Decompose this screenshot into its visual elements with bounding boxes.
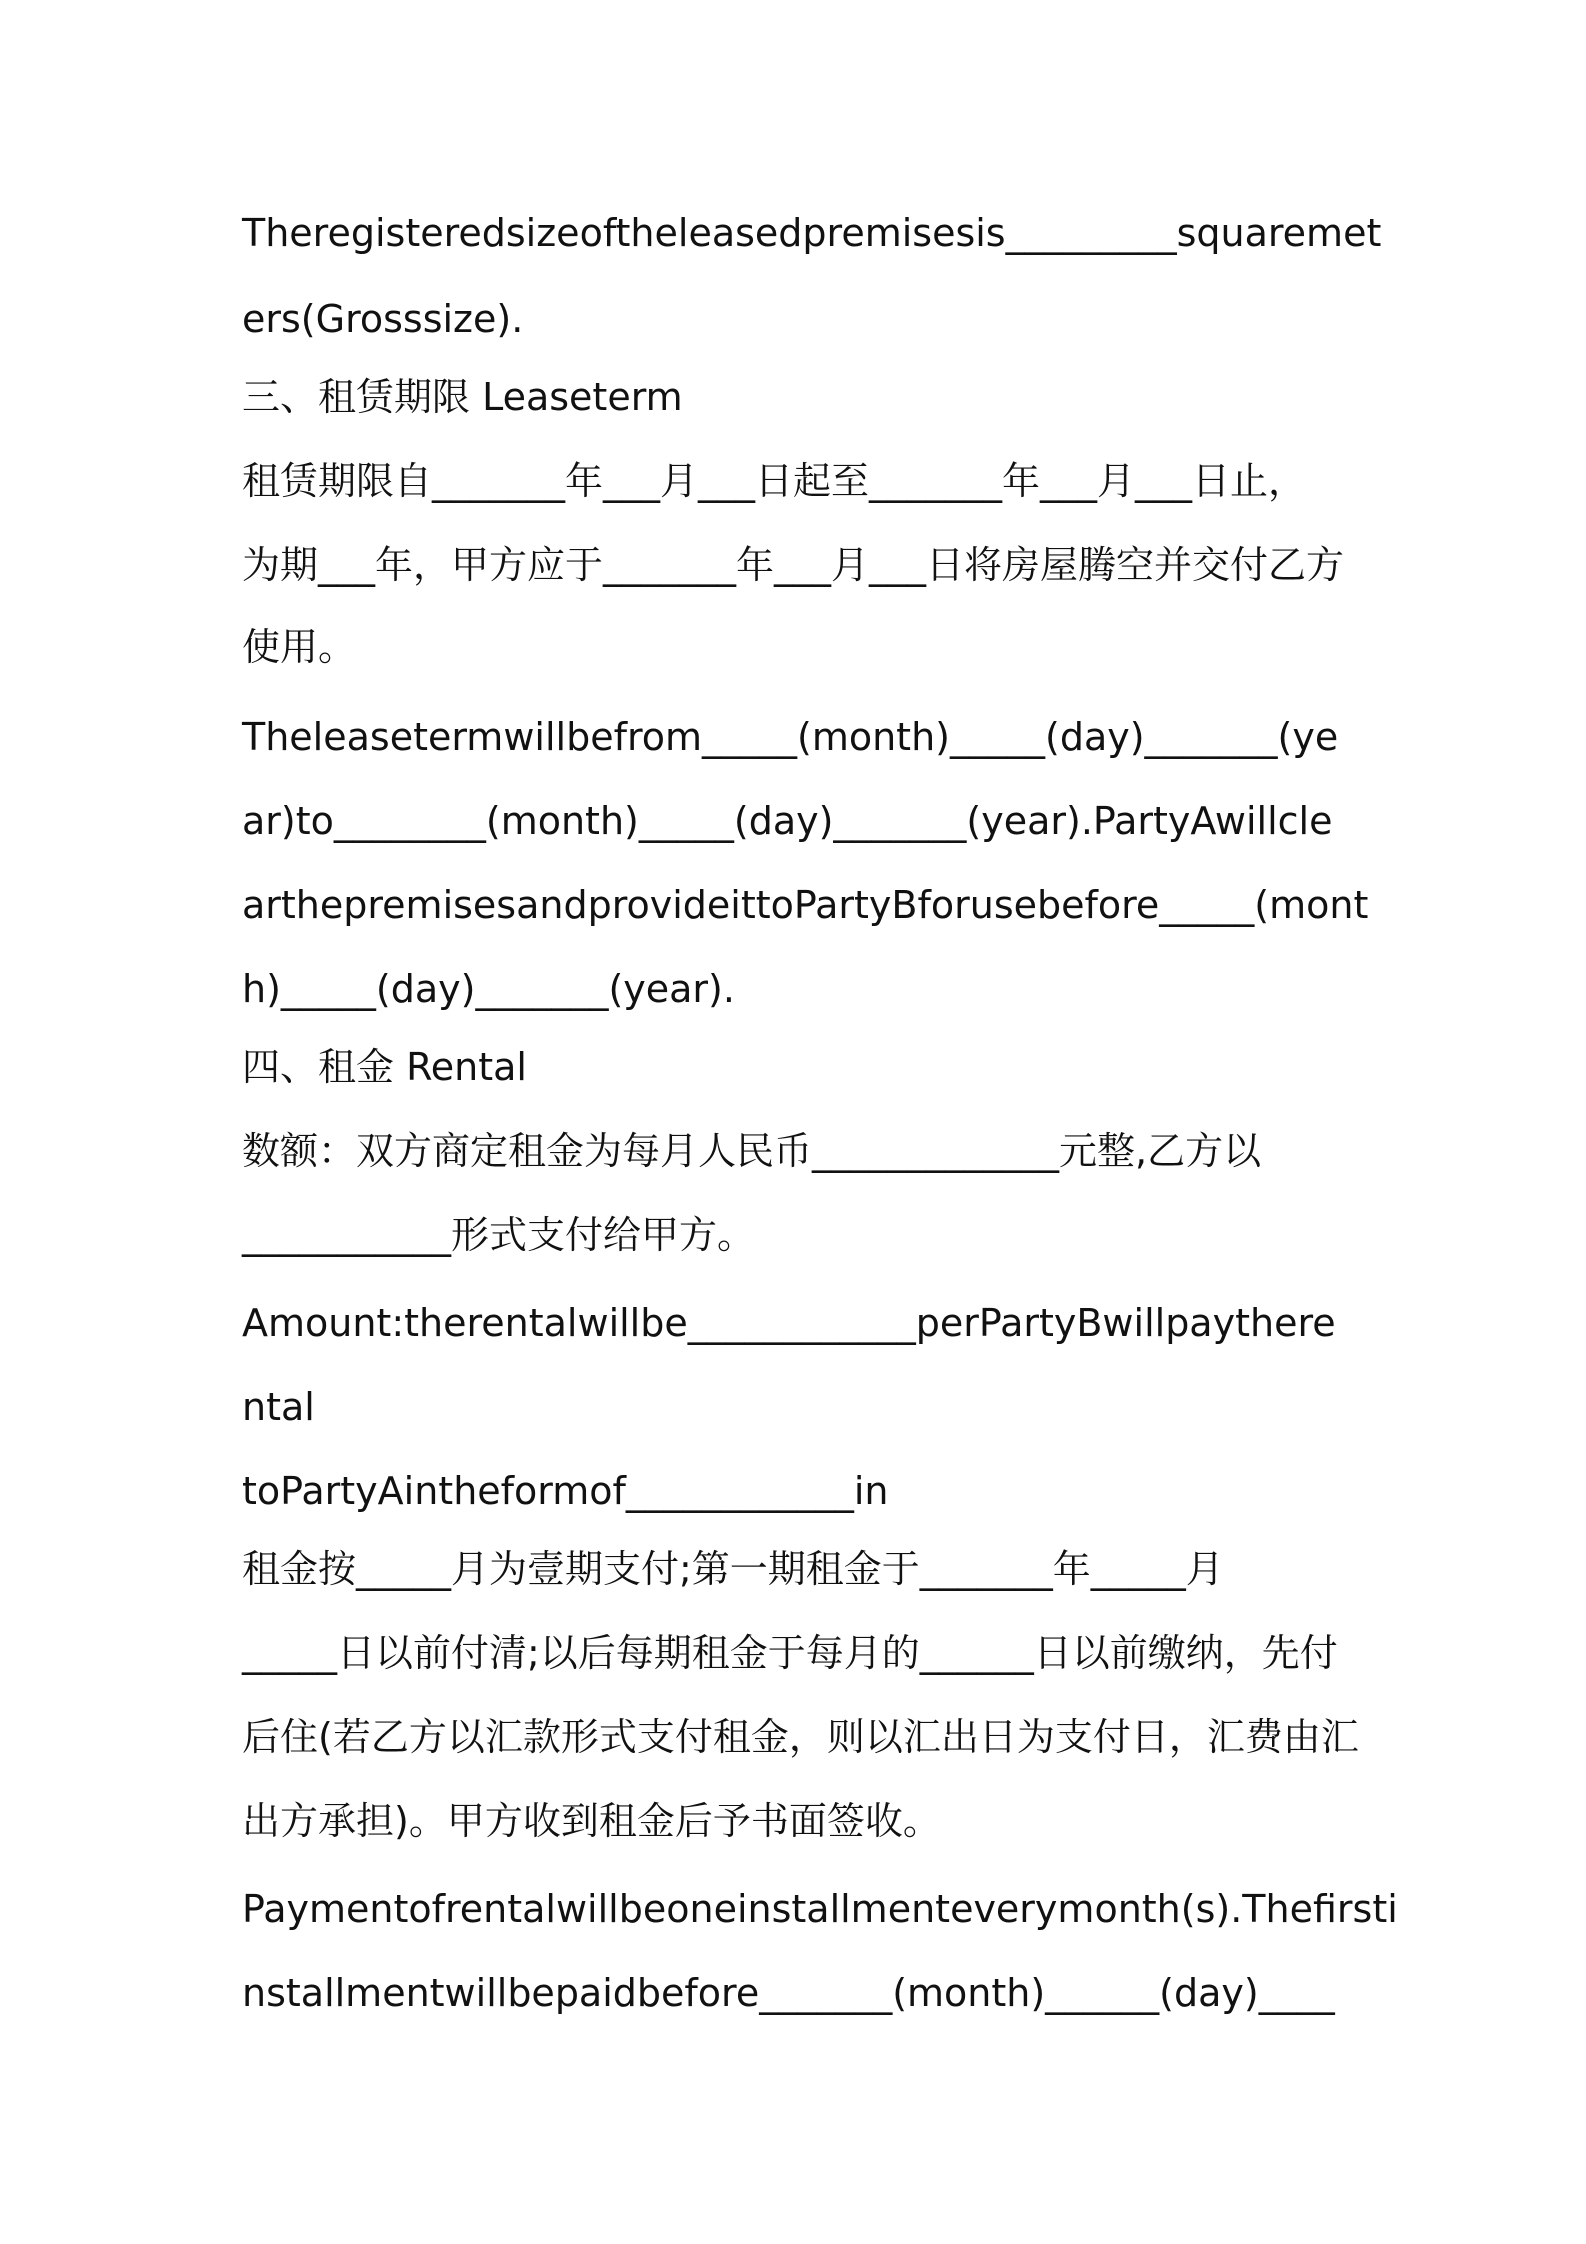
- lease-term-en-line-2: ar)to________(month)_____(day)_______(year).PartyAwillcle: [242, 799, 1333, 843]
- payment-cn-line-4: 出方承担)。甲方收到租金后予书面签收。: [242, 1799, 941, 1843]
- payment-cn-line-3: 后住(若乙方以汇款形式支付租金，则以汇出日为支付日，汇费由汇: [242, 1715, 1359, 1759]
- lease-term-cn-line-3: 使用。: [242, 625, 357, 669]
- section-heading-rental: 四、租金 Rental: [242, 1045, 527, 1089]
- payment-en-line-2: nstallmentwillbepaidbefore_______(month)______(day)____: [242, 1971, 1335, 2015]
- lease-term-en-line-4: h)_____(day)_______(year).: [242, 967, 735, 1011]
- size-clause-line-1: Theregisteredsizeoftheleasedpremisesis_________squaremet: [242, 211, 1382, 255]
- rental-en-line-3: toPartyAintheformof____________in: [242, 1469, 889, 1513]
- size-clause-line-2: ers(Grosssize).: [242, 297, 524, 341]
- rental-en-line-2: ntal: [242, 1385, 315, 1429]
- lease-term-en-line-3: arthepremisesandprovideittoPartyBforusebefore_____(mont: [242, 883, 1369, 927]
- lease-term-cn-line-2: 为期___年，甲方应于_______年___月___日将房屋腾空并交付乙方: [242, 543, 1345, 587]
- rental-cn-line-1: 数额：双方商定租金为每月人民币_____________元整,乙方以: [242, 1129, 1262, 1173]
- section-heading-lease-term: 三、租赁期限 Leaseterm: [242, 375, 683, 419]
- payment-cn-line-1: 租金按_____月为壹期支付;第一期租金于_______年_____月: [242, 1547, 1224, 1591]
- payment-en-line-1: Paymentofrentalwillbeoneinstallmenteverymonth(s).Thefirsti: [242, 1887, 1398, 1931]
- rental-en-line-1: Amount:therentalwillbe____________perPartyBwillpaythere: [242, 1301, 1336, 1345]
- lease-term-en-line-1: Theleasetermwillbefrom_____(month)_____(day)_______(ye: [242, 715, 1339, 759]
- rental-cn-line-2: ___________形式支付给甲方。: [242, 1213, 756, 1257]
- lease-term-cn-line-1: 租赁期限自_______年___月___日起至_______年___月___日止，: [242, 459, 1307, 503]
- payment-cn-line-2: _____日以前付清;以后每期租金于每月的______日以前缴纳，先付: [242, 1631, 1338, 1675]
